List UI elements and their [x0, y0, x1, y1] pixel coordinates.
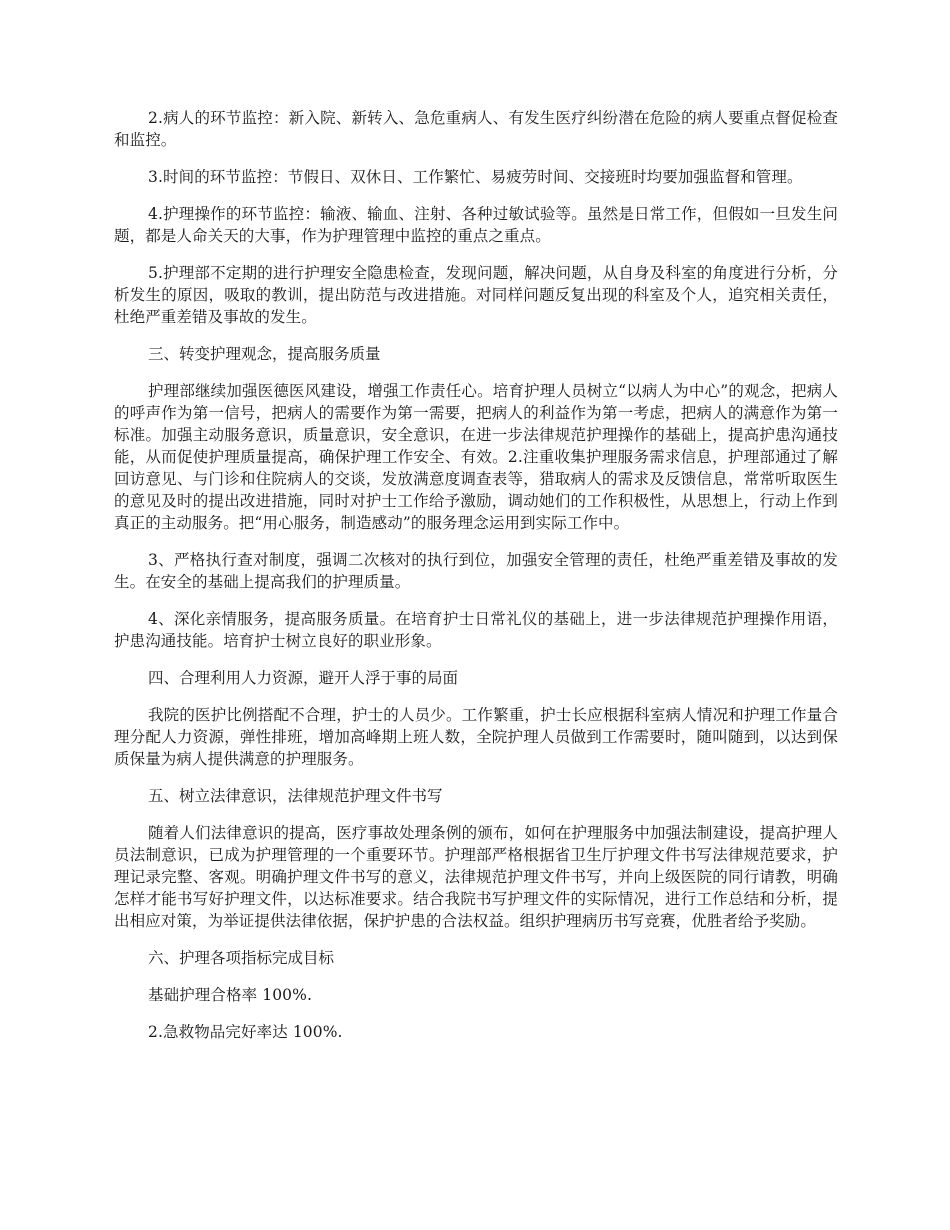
paragraph-emergency-items-rate: 2.急救物品完好率达 100%.	[148, 1023, 343, 1041]
paragraph-operation-monitoring: 4.护理操作的环节监控：输液、输血、注射、各种过敏试验等。虽然是日常工作，但假如一旦发生问题，都是人命关天的大事，作为护理管理中监控的重点之重点。	[114, 205, 838, 245]
section-heading-3: 三、转变护理观念，提高服务质量	[148, 345, 381, 363]
document-page	[114, 107, 838, 1058]
paragraph-human-resources: 我院的医护比例搭配不合理，护士的人员少。工作繁重，护士长应根据科室病人情况和护理工作量合理分配人力资源，弹性排班，增加高峰期上班人数，全院护理人员做到工作需要时，随叫随到，以达到保质保量为病人提供满意的护理服务。	[114, 706, 838, 768]
paragraph-patient-monitoring: 2.病人的环节监控：新入院、新转入、急危重病人、有发生医疗纠纷潜在危险的病人要重点督促检查和监控。	[114, 109, 838, 149]
section-heading-6: 六、护理各项指标完成目标	[148, 949, 335, 967]
paragraph-check-system: 3、严格执行查对制度，强调二次核对的执行到位，加强安全管理的责任，杜绝严重差错及事故的发生。在安全的基础上提高我们的护理质量。	[114, 551, 838, 591]
paragraph-legal-awareness: 随着人们法律意识的提高，医疗事故处理条例的颁布，如何在护理服务中加强法制建设，提高护理人员法制意识，已成为护理管理的一个重要环节。护理部严格根据省卫生厅护理文件书写法律规范要求，护理记录完整、客观。明确护理文件书写的意义，法律规范护理文件书写，并向上级医院的同行请教，明确怎样才能书写好护理文件，以达标准要求。结合我院书写护理文件的实际情况，进行工作总结和分析，提出相应对策，为举证提供法律依据，保护护患的合法权益。组织护理病历书写竞赛，优胜者给予奖励。	[114, 824, 838, 930]
paragraph-basic-care-rate: 基础护理合格率 100%.	[148, 986, 312, 1004]
section-heading-5: 五、树立法律意识，法律规范护理文件书写	[148, 787, 443, 805]
paragraph-time-monitoring: 3.时间的环节监控：节假日、双休日、工作繁忙、易疲劳时间、交接班时均要加强监督和管理。	[148, 168, 803, 186]
paragraph-affinity-service: 4、深化亲情服务，提高服务质量。在培育护士日常礼仪的基础上，进一步法律规范护理操作用语，护患沟通技能。培育护士树立良好的职业形象。	[114, 610, 838, 650]
paragraph-safety-inspection: 5.护理部不定期的进行护理安全隐患检查，发现问题，解决问题，从自身及科室的角度进行分析，分析发生的原因，吸取的教训，提出防范与改进措施。对同样问题反复出现的科室及个人，追究相关责任，杜绝严重差错及事故的发生。	[114, 264, 838, 326]
section-heading-4: 四、合理利用人力资源，避开人浮于事的局面	[148, 669, 459, 687]
paragraph-service-concept: 护理部继续加强医德医风建设，增强工作责任心。培育护理人员树立“以病人为中心”的观念，把病人的呼声作为第一信号，把病人的需要作为第一需要，把病人的利益作为第一考虑，把病人的满意作为第一标准。加强主动服务意识，质量意识，安全意识，在进一步法律规范护理操作的基础上，提高护患沟通技能，从而促使护理质量提高，确保护理工作安全、有效。2.注重收集护理服务需求信息，护理部通过了解回访意见、与门诊和住院病人的交谈，发放满意度调查表等，猎取病人的需求及反馈信息，常常听取医生的意见及时的提出改进措施，同时对护士工作给予激励，调动她们的工作积极性，从思想上，行动上作到真正的主动服务。把“用心服务，制造感动”的服务理念运用到实际工作中。	[114, 382, 838, 532]
